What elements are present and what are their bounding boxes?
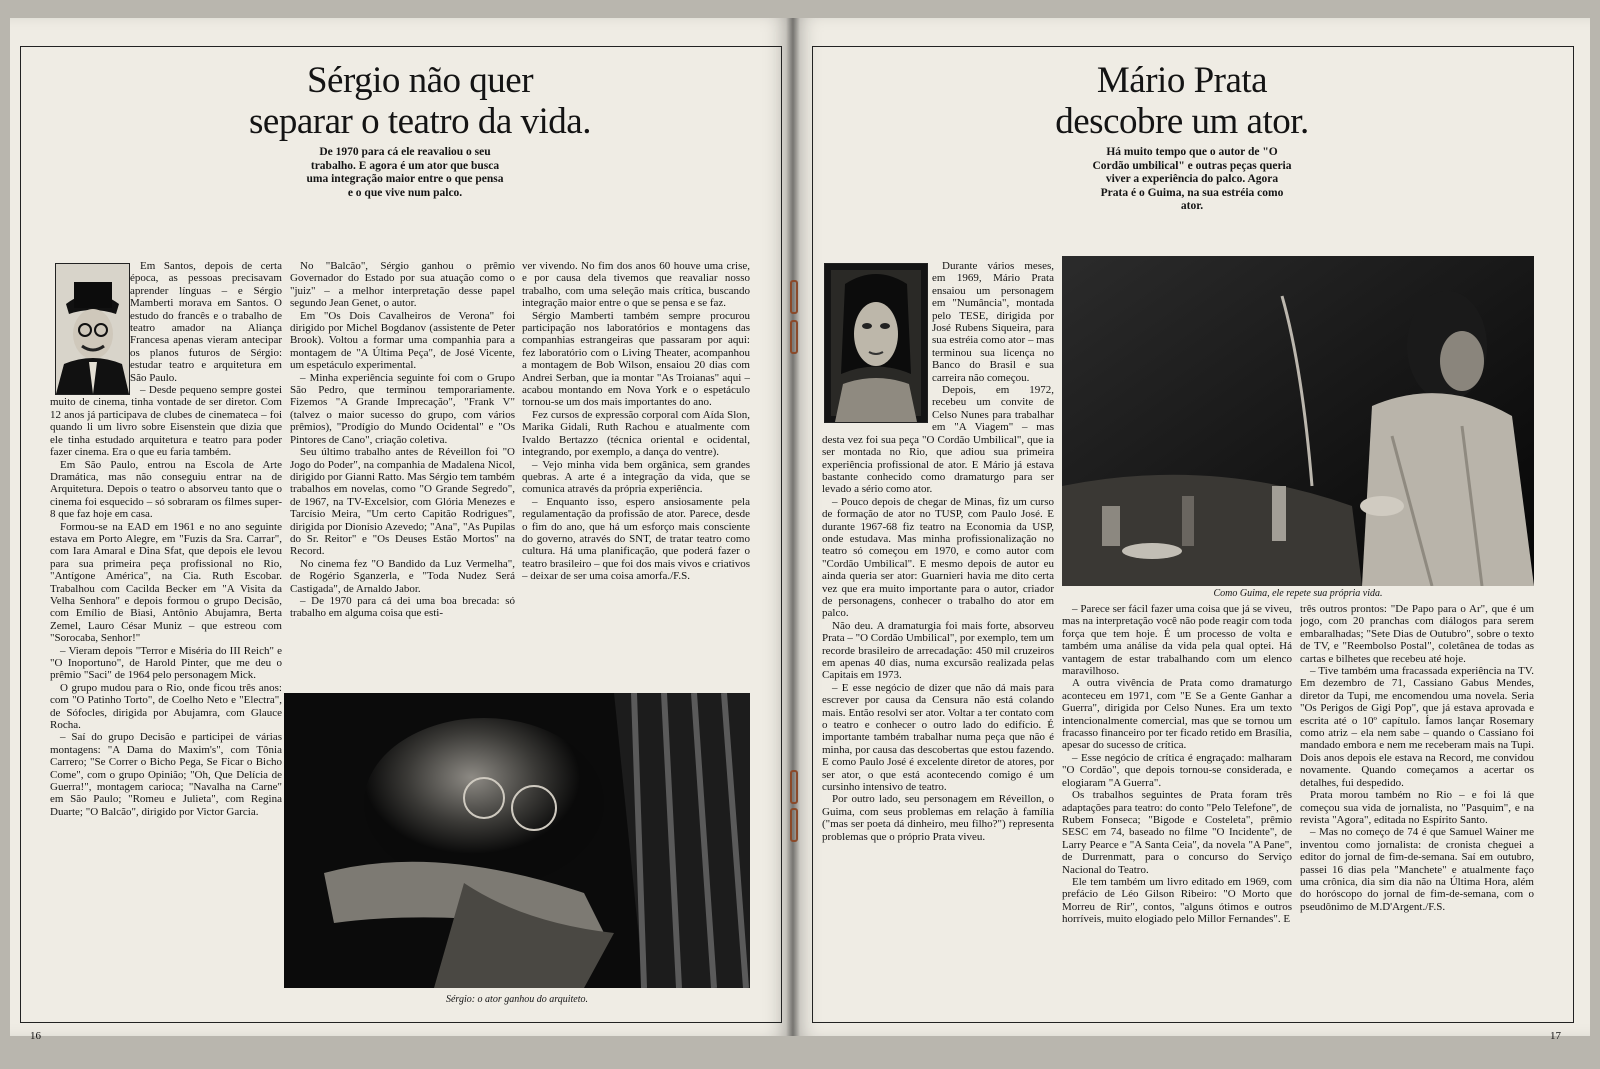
right-col1-paragraph: Depois, em 1972, recebeu um convite de Celso Nunes para trabalhar em "A Viagem" – mas desta vez foi sua peça "O Cordão Umbilical", que ia ser montada no Rio, que adiou sua primeira experiência profissional de ator. E Mário já estava bastante conhecido como dramaturgo para ser levado a sério como ator. (822, 384, 1054, 496)
left-col3-paragraph: – Enquanto isso, espero ansiosamente pela regulamentação da profissão de ator. Parece, desde o fim do ano, que há um esforço mais consciente do governo, através do SNT, de tratar teatro como cultura. Há uma planificação, que poderá fazer o teatro brasileiro – que foi dos mais vivos e criativos – deixar de ser uma coisa amorfa./F.S. (522, 495, 750, 583)
right-col3-paragraph: – Tive também uma fracassada experiência na TV. Em dezembro de 71, Cassiano Gabus Mendes, diretor da Tupi, me encomendou uma novela. Seria "Os Perigos de Gigi Pop", que já estava aprovada e escrita até o 10º capítulo. Íamos lançar Rosemary como atriz – ela nem sabe – quando o Cassiano foi mandado embora e nem me receberam mais na Tupi. Dois anos depois ele estava na Record, me convidou novamente. Quando começamos a acertar os detalhes, fui despedido. (1300, 665, 1534, 789)
right-col1-paragraph: Durante vários meses, em 1969, Mário Prata ensaiou um personagem em "Numância", montada pelo TESE, dirigida por José Rubens Siqueira, para sua estréia como ator – mas terminou sua licença no Banco do Brasil e sua carreira não começou. (932, 260, 1054, 384)
left-col2-paragraph: No cinema fez "O Bandido da Luz Vermelha", de Rogério Sganzerla, e "Toda Nudez Será Castigada", de Arnaldo Jabor. (290, 557, 515, 595)
portrait-float-spacer (822, 260, 932, 422)
sergio-large-photo (284, 693, 750, 988)
left-col2-paragraph: Em "Os Dois Cavalheiros de Verona" foi dirigido por Michel Bogdanov (assistente de Peter Brook). Voltou a formar uma companhia para a montagem de "A Última Peça", de José Vicente, um espetáculo experimental. (290, 309, 515, 372)
right-col1-paragraph: Não deu. A dramaturgia foi mais forte, absorveu Prata – "O Cordão Umbilical", por exemplo, tem um recorde brasileiro de arrecadação: 450 mil cruzeiros em apenas 40 dias, numa excursão realizada pelas Capitais em 1973. (822, 619, 1054, 682)
left-col1-paragraph: Em São Paulo, entrou na Escola de Arte Dramática, mas não conseguiu entrar na de Arquitetura. Depois o teatro o absorveu tanto que o cinema foi esquecido – só sobraram os filmes super-8 que faz hoje em casa. (50, 458, 282, 521)
left-col3-paragraph: Sérgio Mamberti também sempre procurou participação nos laboratórios e montagens das companhias estrangeiras que passaram por aqui: fez laboratório com o Living Theater, acompanhou a montagem de Bob Wilson, ensaiou 20 dias com Andrei Serban, que ia montar "As Troianas" aqui – acabou montando em Nova York e o espetáculo tornou-se um dos mais importantes do ano. (522, 309, 750, 409)
staple-top-lower (790, 320, 798, 354)
right-col2-paragraph: A outra vivência de Prata como dramaturgo aconteceu em 1971, com "E Se a Gente Ganhar a Guerra", dirigida por Celso Nunes. Era um texto intencionalmente comercial, mas que se tornou um fracasso financeiro por ter ficado retido em Brasília, apesar do sucesso de crítica. (1062, 677, 1292, 752)
right-column-1 (822, 260, 1054, 1015)
sergio-photo-caption: Sérgio: o ator ganhou do arquiteto. (445, 994, 589, 1005)
right-col1-paragraph: Por outro lado, seu personagem em Réveillon, o Guima, com seus problemas em relação à família ("mas ser poeta dá dinheiro, meu filho?") representa problemas que o próprio Prata viveu. (822, 793, 1054, 843)
left-column-2 (290, 260, 515, 685)
right-title-line-2: descobre um ator. (1055, 101, 1309, 142)
right-col2-paragraph: – Esse negócio de crítica é engraçado: malharam "O Cordão", que depois tornou-se considerada, e elogiaram "A Guerra". (1062, 751, 1292, 789)
right-page (792, 18, 1590, 1042)
right-col1-paragraph: – Pouco depois de chegar de Minas, fiz um curso de formação de ator no TUSP, com Paulo José. E durante 1967-68 fiz teatro na Economia da USP, onde estudava. Mas minha profissionalização no teatro só começou em 1970, e como autor com "Cordão Umbilical". E mesmo depois de autor eu ainda queria ser ator: Guarnieri havia me dito certa vez que era muito importante para o autor, criador de personagens, conhecer o trabalho do ator em palco. (822, 495, 1054, 620)
right-column-3 (1300, 603, 1534, 1018)
right-page-number: 17 (1550, 1030, 1561, 1042)
right-col2-paragraph: Os trabalhos seguintes de Prata foram três adaptações para teatro: do conto "Pelo Telefone", de Rubem Fonseca; "Bigode e Costeleta", prêmio SESC em 74, baseado no filme "O Incidente", de Larry Pearce e "A Santa Ceia", da novela "A Pane", de Durrenmatt, para o concurso do Serviço Nacional do Teatro. (1062, 789, 1292, 876)
left-col1-paragraph: O grupo mudou para o Rio, onde ficou três anos: com "O Patinho Torto", de Coelho Neto e "Electra", de Sófocles, dirigida por Abujamra, com Glauce Rocha. (50, 681, 282, 732)
left-title-line-2: separar o teatro da vida. (249, 101, 591, 142)
mario-large-photo (1062, 256, 1534, 586)
left-col3-paragraph: Fez cursos de expressão corporal com Aída Slon, Marika Gidali, Ruth Rachou e atualmente com Ivaldo Bertazzo (técnica oriental e ocidental, integrando, por exemplo, a dança do ventre). (522, 408, 750, 459)
left-col1-paragraph: – Vieram depois "Terror e Miséria do III Reich" e "O Inoportuno", de Harold Pinter, que me deu o prêmio "Saci" de 1964 pelo personagem Mick. (50, 644, 282, 682)
left-col3-paragraph: – Vejo minha vida bem orgânica, sem grandes quebras. A arte é a integração da vida, que se comunica através da própria experiência. (522, 458, 750, 496)
right-col1-paragraph: – E esse negócio de dizer que não dá mais para escrever por causa da Censura não está colando mais. Então resolvi ser ator. Voltar a ter contato com o teatro e conhecer o outro lado do edifício. É importante também trabalhar numa peça que não é minha, por causa das descobertas que estou fazendo. E como Paulo José é excelente diretor de atores, por ser ator, o que está acontecendo comigo é um cursinho intensivo de teatro. (822, 681, 1054, 794)
left-article-title (240, 60, 600, 142)
right-article-title (997, 60, 1367, 142)
right-col3-paragraph: três outros prontos: "De Papo para o Ar", que é um jogo, com 20 pranchas com diálogos para serem embaralhadas; "Sete Dias de Outubro", sobre o texto de TV, e "Reembolso Postal", coletânea de todas as cartas e bilhetes que recebeu até hoje. (1300, 603, 1534, 665)
mario-photo-caption: Como Guima, ele repete sua própria vida. (1213, 588, 1383, 599)
left-col3-paragraph: ver vivendo. No fim dos anos 60 houve uma crise, e por causa dela tivemos que reavaliar nosso trabalho, com uma seleção mais crítica, buscando integração maior entre o que se pensa e se faz. (522, 260, 750, 310)
staple-bottom-lower (790, 808, 798, 842)
left-col1-paragraph: – Saí do grupo Decisão e participei de várias montagens: "A Dama do Maxim's", com Tônia Carrero; "Se Correr o Bicho Pega, Se Ficar o Bicho Come", com o grupo Opinião; "Oh, Que Delícia de Guerra!", montagem carioca; "Navalha na Carne" em São Paulo; "Romeu e Julieta", com Regina Duarte; "O Balcão", dirigido por Victor Garcia. (50, 731, 282, 818)
right-col3-paragraph: Prata morou também no Rio – e foi lá que começou sua vida de jornalista, no "Pasquim", e na revista "Agora", editada no Espírito Santo. (1300, 789, 1534, 826)
right-title-line-1: Mário Prata (1096, 60, 1268, 101)
staple-bottom (790, 770, 798, 804)
left-col2-paragraph: Seu último trabalho antes de Réveillon foi "O Jogo do Poder", na companhia de Madalena Nicol, dirigido por Gianni Ratto. Mas Sérgio tem também trabalhos em novelas, como "O Grande Segredo", de 1967, na TV-Excelsior, com Glória Menezes e Tarcísio Meira, "Um certo Capitão Rodrigues", dirigida por Dionísio Azevedo; "Ana", "As Pupilas do Sr. Reitor" e "Os Deuses Estão Mortos" na Record. (290, 446, 515, 558)
left-col1-paragraph: Formou-se na EAD em 1961 e no ano seguinte estava em Porto Alegre, em "Fuzis da Sra. Carrar", com Iara Amaral e Dina Sfat, que depois ele levou para sua primeira peça profissional no Rio, "Antígone América", na Cia. Ruth Escobar. Trabalhou com Cacilda Becker em "A Visita da Velha Senhora" e depois formou o grupo Decisão, com Emílio de Biasi, Antônio Abujamra, Berta Zemel, Lauro César Muniz – que estreou com "Sorocaba, Senhor!" (50, 520, 282, 645)
left-col1-paragraph: Em Santos, depois de certa época, as pessoas precisavam aprender línguas – e Sérgio Mamberti morava em Santos. O estudo do francês e o trabalho de teatro amador na Aliança Francesa apenas vieram antecipar os planos futuros de Sérgio: estudar teatro e arquitetura em São Paulo. (130, 260, 282, 384)
left-article-deck: De 1970 para cá ele reavaliou o seu trabalho. E agora é um ator que busca uma integração maior entre o que pensa e o que vive num palco. (306, 146, 504, 199)
left-col2-paragraph: – De 1970 para cá dei uma boa brecada: só trabalho em alguma coisa que esti- (290, 594, 515, 620)
left-column-1 (50, 260, 282, 1010)
right-col2-paragraph: – Parece ser fácil fazer uma coisa que já se viveu, mas na interpretação você não pode reagir com toda força que tem hoje. É um processo de volta e também uma análise da vida pela qual optei. Há vantagem de estar trabalhando com um elenco maravilhoso. (1062, 603, 1292, 678)
left-col1-paragraph: – Desde pequeno sempre gostei muito de cinema, tinha vontade de ser diretor. Com 12 anos já participava de clubes de cinemateca – foi quando li um livro sobre Eisenstein que dizia que ele tinha estudado arquitetura e teatro para poder fazer cinema. Era o que eu faria também. (50, 384, 282, 459)
left-page (10, 18, 792, 1042)
portrait-float-spacer (50, 260, 130, 395)
left-page-number: 16 (30, 1030, 41, 1042)
left-title-line-1: Sérgio não quer (306, 60, 534, 101)
mario-guima-illustration (1062, 256, 1534, 586)
right-column-2 (1062, 603, 1292, 1018)
sergio-resting-illustration (284, 693, 750, 988)
right-col2-paragraph: Ele tem também um livro editado em 1969, com prefácio de Léo Gilson Ribeiro: "O Morto que Morreu de Rir", contos, "alguns ótimos e outros horríveis, muito elogiado pelo Millor Fernandes". E (1062, 875, 1292, 926)
binding-seam (786, 18, 800, 1036)
left-col2-paragraph: – Minha experiência seguinte foi com o Grupo São Pedro, que terminou temporariamente. Fizemos "A Grande Imprecação", "Frank V" (talvez o maior sucesso do grupo, com vários prêmios), "Prodígio do Mundo Ocidental" e "Os Pintores de Cano", criação coletiva. (290, 371, 515, 446)
right-article-deck: Há muito tempo que o autor de "O Cordão umbilical" e outras peças queria viver a experiência do palco. Agora Prata é o Guima, na sua estréia como ator. (1092, 146, 1292, 212)
right-col3-paragraph: – Mas no começo de 74 é que Samuel Wainer me inventou como jornalista: de cronista cheguei a editor do jornal de fim-de-semana. Saí em outubro, passei 16 dias pela "Manchete" e atualmente faço uma crônica, dia sim dia não na Última Hora, além do horóscopo do jornal de fim-de-semana, com o pseudônimo de M.D'Argent./F.S. (1300, 826, 1534, 913)
staple-top (790, 280, 798, 314)
left-col2-paragraph: No "Balcão", Sérgio ganhou o prêmio Governador do Estado por sua atuação como o "juiz" – a melhor interpretação desse papel segundo Jean Genet, o autor. (290, 260, 515, 310)
left-column-3 (522, 260, 750, 685)
